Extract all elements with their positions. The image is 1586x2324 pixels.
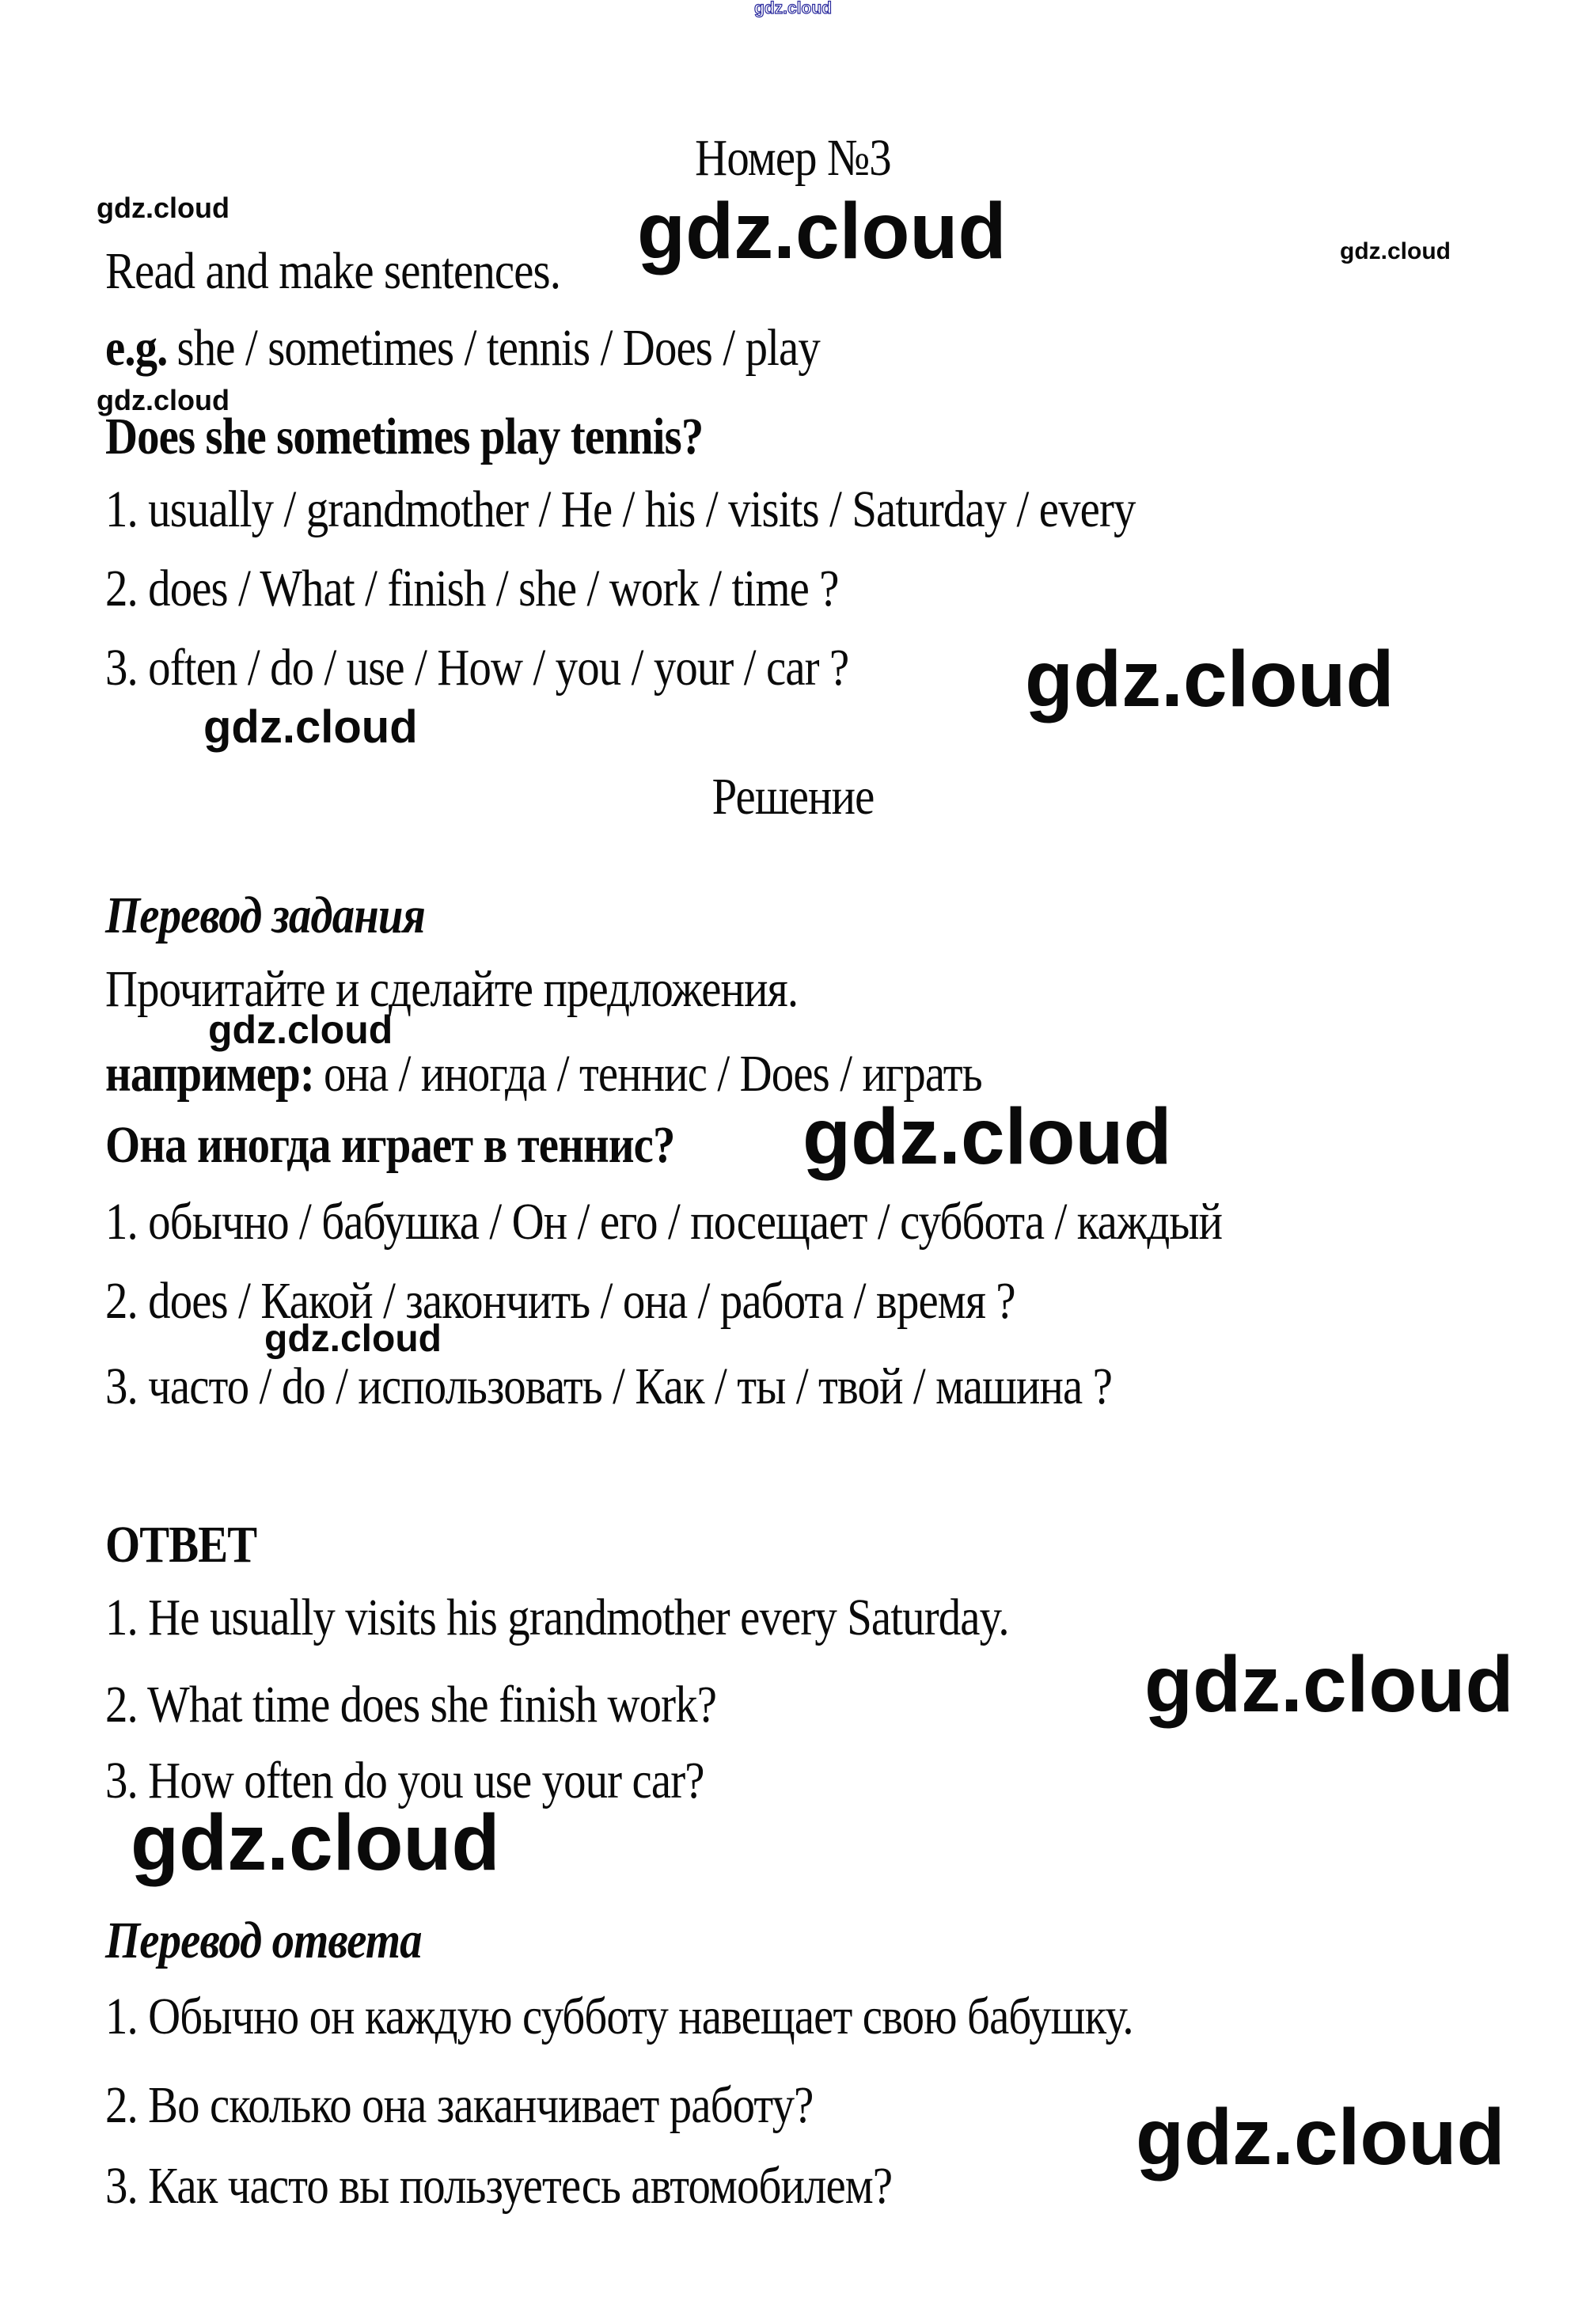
gdz-cloud-watermark: gdz.cloud [754,0,832,17]
solution-heading: Решение [711,768,875,826]
gdz-cloud-watermark: gdz.cloud [802,1092,1172,1181]
task-translation-item: 2. does / Какой / закончить / она / работа / время ? [105,1272,1015,1330]
answer-translation-item: 3. Как часто вы пользуетесь автомобилем? [105,2157,893,2215]
task-example-answer: Does she sometimes play tennis? [105,408,704,465]
task-translation-item: 3. часто / do / использовать / Как / ты / твой / машина ? [105,1358,1113,1415]
gdz-cloud-watermark: gdz.cloud [637,187,1007,275]
task-translation-instruction: Прочитайте и сделайте предложения. [105,960,799,1018]
task-example [105,319,820,377]
example-label: e.g. [105,319,168,377]
example-words: она / иногда / теннис / Does / играть [323,1045,982,1103]
gdz-cloud-watermark: gdz.cloud [1340,238,1451,264]
gdz-cloud-watermark: gdz.cloud [97,192,230,224]
example-label: например: [105,1045,314,1103]
gdz-cloud-watermark: gdz.cloud [97,384,230,416]
gdz-cloud-watermark: gdz.cloud [1025,635,1394,723]
example-words: she / sometimes / tennis / Does / play [176,319,820,377]
gdz-cloud-watermark: gdz.cloud [264,1318,442,1360]
task-instruction: Read and make sentences. [105,242,561,300]
gdz-cloud-watermark: gdz.cloud [1136,2093,1505,2182]
answer-translation-heading: Перевод ответа [105,1912,422,1969]
task-translation-heading: Перевод задания [105,887,425,944]
answer-item: 1. He usually visits his grandmother every Saturday. [105,1589,1009,1646]
answer-item: 2. What time does she finish work? [105,1676,717,1734]
gdz-cloud-watermark: gdz.cloud [208,1008,393,1052]
answer-item: 3. How often do you use your car? [105,1752,704,1809]
gdz-cloud-watermark: gdz.cloud [131,1798,500,1887]
task-translation-example-answer: Она иногда играет в теннис? [105,1116,675,1174]
answer-heading: ОТВЕТ [105,1516,257,1574]
task-translation-item: 1. обычно / бабушка / Он / его / посещает / суббота / каждый [105,1193,1223,1251]
task-item: 1. usually / grandmother / He / his / visits / Saturday / every [105,480,1136,538]
gdz-cloud-watermark: gdz.cloud [203,701,418,753]
task-item: 2. does / What / finish / she / work / time ? [105,560,839,617]
gdz-cloud-watermark: gdz.cloud [1144,1640,1514,1729]
task-translation-example [105,1045,982,1103]
page-title: Номер №3 [695,129,891,187]
answer-translation-item: 1. Обычно он каждую субботу навещает свою бабушку. [105,1988,1133,2045]
answer-translation-item: 2. Во сколько она заканчивает работу? [105,2076,814,2134]
task-item: 3. often / do / use / How / you / your / car ? [105,639,849,697]
